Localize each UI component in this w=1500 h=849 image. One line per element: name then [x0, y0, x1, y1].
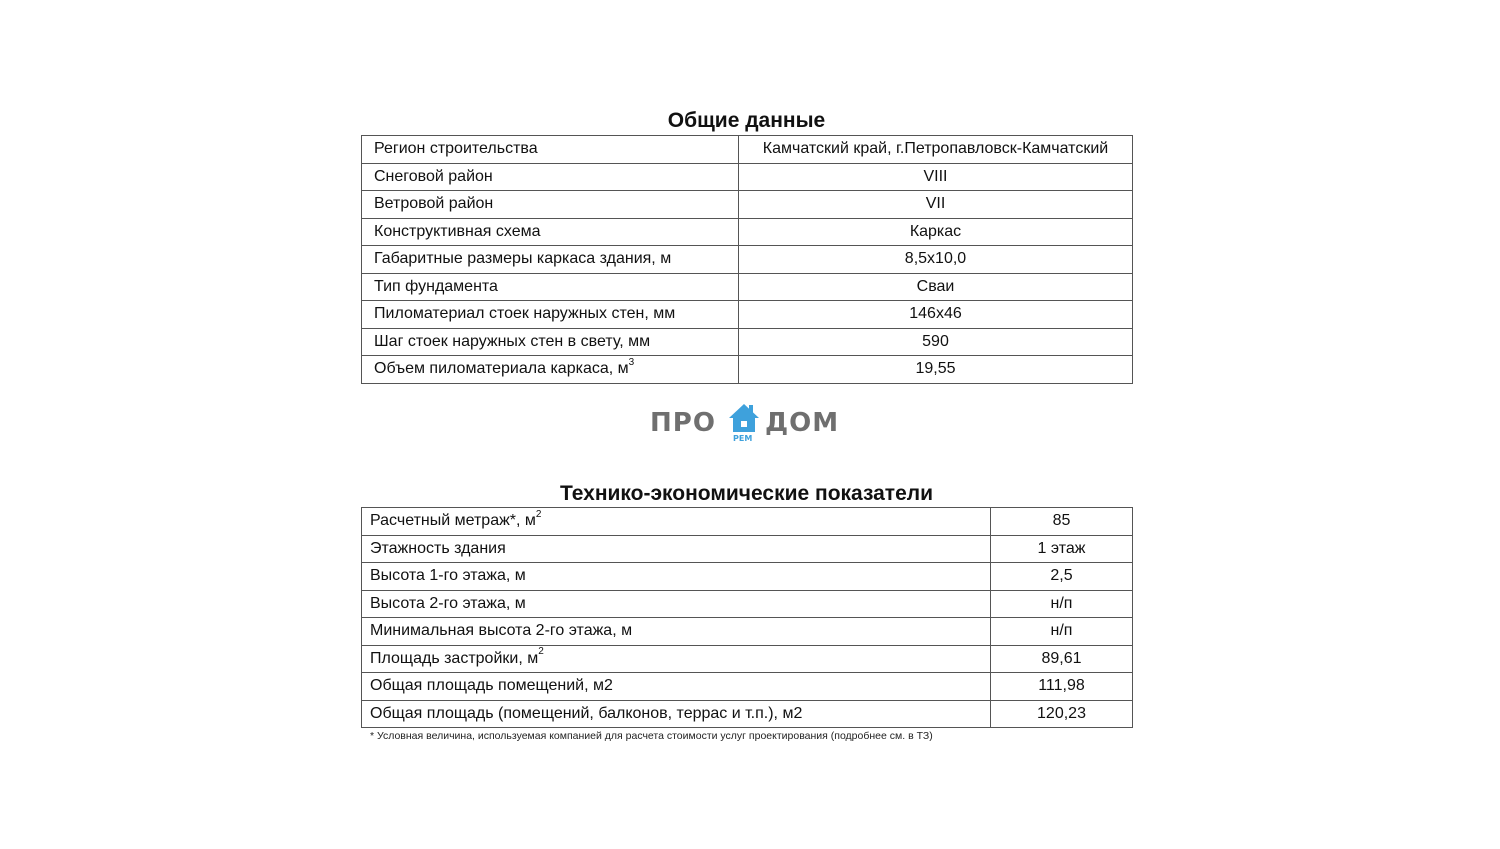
row-value: 19,55	[739, 356, 1133, 384]
logo-subtitle: РЕМ	[733, 434, 753, 443]
table-row	[362, 535, 1133, 563]
row-label-text: Расчетный метраж*, м	[370, 512, 536, 530]
table-row	[362, 673, 1133, 701]
house-icon	[728, 402, 760, 434]
row-value: н/п	[991, 618, 1133, 646]
row-label: Шаг стоек наружных стен в свету, мм	[362, 328, 739, 356]
table-row	[362, 700, 1133, 728]
row-value: VIII	[739, 163, 1133, 191]
row-value: 590	[739, 328, 1133, 356]
row-value: 2,5	[991, 563, 1133, 591]
company-logo	[649, 402, 849, 446]
table-row	[362, 273, 1133, 301]
tep-table	[361, 507, 1133, 728]
row-label-text: Объем пиломатериала каркаса, м	[374, 360, 629, 378]
general-data-table	[361, 135, 1133, 384]
row-label: Конструктивная схема	[362, 218, 739, 246]
row-value: 146х46	[739, 301, 1133, 329]
table-row	[362, 618, 1133, 646]
table-row	[362, 356, 1133, 384]
logo-left-word: ПРО	[650, 408, 716, 438]
table-row	[362, 218, 1133, 246]
general-data-title: Общие данные	[667, 109, 826, 132]
footnote: * Условная величина, используемая компанией для расчета стоимости услуг проектирования (подробнее см. в ТЗ)	[370, 730, 933, 742]
row-label: Общая площадь (помещений, балконов, террас и т.п.), м2	[362, 700, 991, 728]
table-row	[362, 508, 1133, 536]
row-label: Пиломатериал стоек наружных стен, мм	[362, 301, 739, 329]
table-row	[362, 301, 1133, 329]
unit-superscript: 2	[538, 646, 544, 658]
row-label: Минимальная высота 2-го этажа, м	[362, 618, 991, 646]
row-value: 120,23	[991, 700, 1133, 728]
table-row	[362, 191, 1133, 219]
row-value: 111,98	[991, 673, 1133, 701]
row-label: Снеговой район	[362, 163, 739, 191]
row-label: Регион строительства	[362, 136, 739, 164]
table-row	[362, 645, 1133, 673]
row-label: Габаритные размеры каркаса здания, м	[362, 246, 739, 274]
row-value: 85	[991, 508, 1133, 536]
row-value: VII	[739, 191, 1133, 219]
row-value: Сваи	[739, 273, 1133, 301]
row-value: н/п	[991, 590, 1133, 618]
table-row	[362, 328, 1133, 356]
row-value: 89,61	[991, 645, 1133, 673]
row-label	[362, 508, 991, 536]
row-label-text: Площадь застройки, м	[370, 649, 539, 667]
row-label: Высота 1-го этажа, м	[362, 563, 991, 591]
logo-right-word: ДОМ	[765, 408, 840, 438]
table-row	[362, 563, 1133, 591]
table-row	[362, 590, 1133, 618]
row-label: Тип фундамента	[362, 273, 739, 301]
row-label	[362, 356, 739, 384]
unit-superscript: 3	[628, 356, 635, 368]
row-label: Общая площадь помещений, м2	[362, 673, 991, 701]
row-value: Каркас	[739, 218, 1133, 246]
table-row	[362, 136, 1133, 164]
unit-superscript: 2	[535, 508, 542, 520]
tep-title: Технико-экономические показатели	[559, 482, 934, 505]
row-label: Ветровой район	[362, 191, 739, 219]
row-label: Этажность здания	[362, 535, 991, 563]
row-value: Камчатский край, г.Петропавловск-Камчатский	[739, 136, 1133, 164]
row-label	[362, 645, 991, 673]
row-label: Высота 2-го этажа, м	[362, 590, 991, 618]
row-value: 1 этаж	[991, 535, 1133, 563]
table-row	[362, 246, 1133, 274]
table-row	[362, 163, 1133, 191]
row-value: 8,5х10,0	[739, 246, 1133, 274]
